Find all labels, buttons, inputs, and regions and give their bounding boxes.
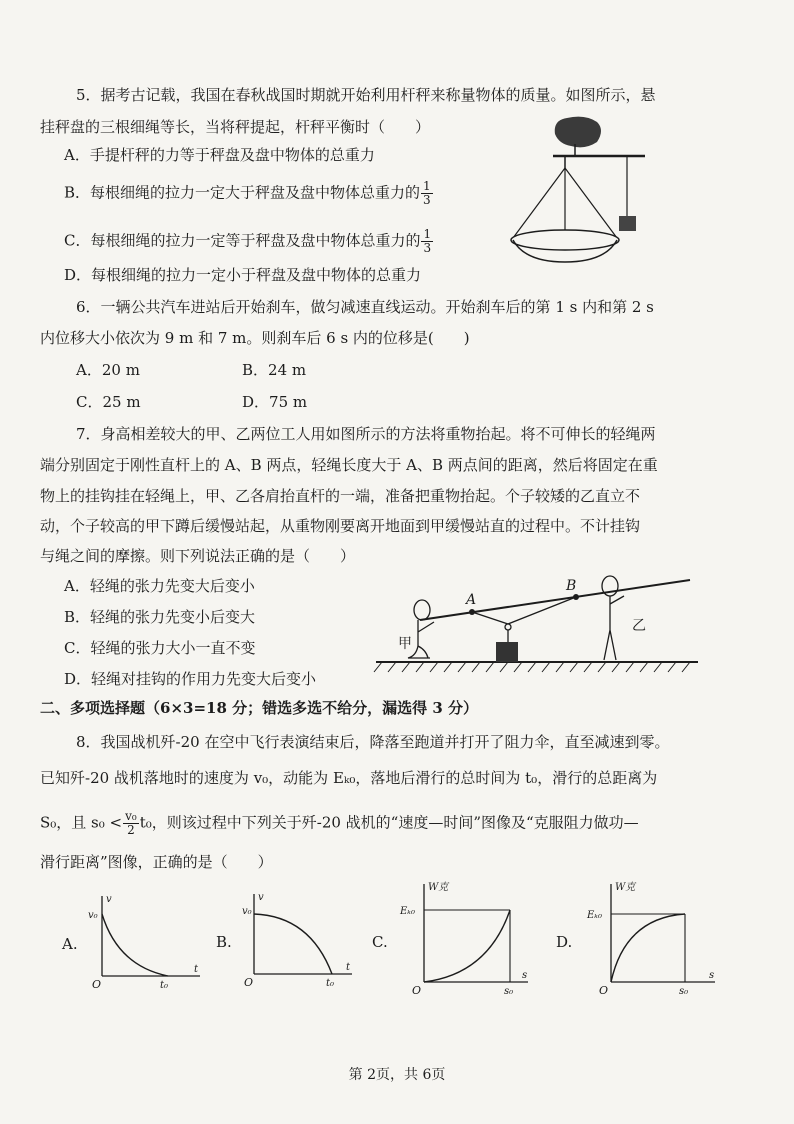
q7-stem-line4: 动，个子较高的甲下蹲后缓慢站起，从重物刚要离开地面到甲缓慢站直的过程中。不计挂钩 — [40, 517, 641, 535]
q7-stem-line5: 与绳之间的摩擦。则下列说法正确的是（ ） — [40, 547, 356, 565]
graph-c-y0-label: Eₖ₀ — [400, 906, 415, 917]
graph-a-origin: O — [92, 978, 102, 991]
graph-c-origin: O — [412, 984, 422, 997]
q5-option-c-text: C．每根细绳的拉力一定等于秤盘及盘中物体总重力的 — [64, 231, 421, 250]
q6-option-b: B．24 m — [242, 361, 307, 379]
label-point-b: B — [566, 578, 577, 594]
worker-yi-body — [604, 596, 624, 660]
graph-d-origin: O — [599, 984, 609, 997]
q5-option-b-text: B．每根细绳的拉力一定大于秤盘及盘中物体总重力的 — [64, 183, 421, 202]
q8-option-b-label: B. — [216, 933, 232, 951]
q5-option-d: D．每根细绳的拉力一定小于秤盘及盘中物体的总重力 — [64, 266, 422, 284]
q6-stem-line2: 内位移大小依次为 9 m 和 7 m。则刹车后 6 s 内的位移是( ) — [40, 329, 470, 347]
graph-d-curve — [611, 914, 685, 982]
graph-d — [585, 878, 720, 998]
heavy-object — [496, 642, 518, 662]
graph-a-x-label: t — [194, 964, 199, 975]
q5-stem-line1: 5．据考古记载，我国在春秋战国时期就开始利用杆秤来称量物体的质量。如图所示，悬 — [76, 86, 656, 104]
rigid-pole — [420, 580, 690, 620]
q8-stem-line2: 已知歼-20 战机落地时的速度为 v₀，动能为 Eₖ₀，落地后滑行的总时间为 t₀，滑行的总距离为 — [40, 769, 658, 787]
graph-b-x0-label: t₀ — [326, 978, 335, 989]
q7-option-b: B．轻绳的张力先变小后变大 — [64, 608, 256, 626]
q5-stem-line2: 挂秤盘的三根细绳等长，当将秤提起，杆秤平衡时（ ） — [40, 118, 431, 136]
fraction-one-third: $\frac{1}{3}$ — [423, 179, 431, 207]
graph-a-curve — [102, 914, 168, 976]
q8-stem-line3 — [40, 810, 639, 837]
q8-stem-line1: 8．我国战机歼-20 在空中飞行表演结束后，降落至跑道并打开了阻力伞，直至减速到零。 — [76, 733, 670, 751]
graph-a-x0-label: t₀ — [160, 980, 169, 991]
hook — [505, 624, 511, 630]
graph-b — [240, 890, 360, 990]
graph-b-y-label: v — [258, 892, 264, 903]
q6-option-a: A．20 m — [76, 361, 140, 379]
graph-a-y0-label: v₀ — [88, 910, 98, 921]
q6-stem-line1: 6．一辆公共汽车进站后开始刹车，做匀减速直线运动。开始刹车后的第 1 s 内和第 2 s — [76, 298, 654, 316]
q7-stem-line3: 物上的挂钩挂在轻绳上，甲、乙各肩抬直杆的一端，准备把重物抬起。个子较矮的乙直立不 — [40, 487, 641, 505]
graph-b-y0-label: v₀ — [242, 906, 252, 917]
steelyard-figure — [505, 112, 665, 277]
q8-option-a-label: A. — [62, 935, 78, 953]
q8-option-d-label: D. — [556, 933, 573, 951]
hand-icon — [555, 117, 601, 148]
q8-line3-pre: S₀，且 s₀ < — [40, 813, 123, 832]
q6-option-d: D．75 m — [242, 393, 308, 411]
scale-pan — [511, 230, 619, 250]
graph-c-curve — [424, 910, 510, 982]
worker-jia-head — [414, 600, 430, 620]
graph-d-x-label: s — [709, 970, 715, 981]
q8-option-c-label: C. — [372, 933, 388, 951]
q6-option-c: C．25 m — [76, 393, 141, 411]
q7-option-a: A．轻绳的张力先变大后变小 — [64, 577, 255, 595]
q7-stem-line1: 7．身高相差较大的甲、乙两位工人用如图所示的方法将重物抬起。将不可伸长的轻绳两 — [76, 425, 656, 443]
worker-yi-head — [602, 576, 618, 596]
q8-line3-post: t₀，则该过程中下列关于歼-20 战机的“速度—时间”图像及“克服阻力做功— — [139, 813, 639, 832]
q8-stem-line4: 滑行距离”图像，正确的是（ ） — [40, 853, 273, 871]
graph-c-y-label: W克 — [428, 882, 449, 893]
graph-a-y-label: v — [106, 894, 112, 905]
graph-b-origin: O — [244, 976, 254, 989]
rope-left — [472, 612, 508, 624]
page-footer: 第 2页，共 6页 — [348, 1067, 446, 1083]
q5-option-c — [64, 228, 434, 255]
section-2-title: 二、多项选择题（6×3=18 分；错选多选不给分，漏选得 3 分） — [40, 699, 478, 717]
graph-d-y-label: W克 — [615, 882, 636, 893]
counterweight — [619, 216, 636, 231]
graph-b-curve — [254, 914, 332, 974]
fraction-one-third: $\frac{1}{3}$ — [423, 227, 432, 255]
fraction-v0-over-2: $\frac{\text{v₀}}{2}$ — [125, 809, 137, 837]
graph-c-x0-label: s₀ — [504, 986, 514, 997]
graph-c — [398, 878, 533, 998]
ground-hatch — [374, 662, 690, 672]
graph-d-x0-label: s₀ — [679, 986, 689, 997]
q5-option-b — [64, 180, 434, 207]
graph-a — [88, 892, 208, 992]
lifting-figure — [372, 570, 702, 680]
pan-string-left — [513, 168, 565, 238]
pan-string-right — [565, 168, 617, 238]
graph-d-y0-label: Eₖ₀ — [587, 910, 602, 921]
label-point-a: A — [466, 592, 477, 608]
q7-stem-line2: 端分别固定于刚性直杆上的 A、B 两点，轻绳长度大于 A、B 两点间的距离，然后将固定在重 — [40, 456, 658, 474]
label-worker-jia: 甲 — [398, 636, 412, 652]
label-worker-yi: 乙 — [632, 618, 646, 634]
q7-option-d: D．轻绳对挂钩的作用力先变大后变小 — [64, 670, 317, 688]
q7-option-c: C．轻绳的张力大小一直不变 — [64, 639, 256, 657]
graph-b-x-label: t — [346, 962, 351, 973]
graph-c-x-label: s — [522, 970, 528, 981]
q5-option-a: A．手提杆秤的力等于秤盘及盘中物体的总重力 — [64, 146, 375, 164]
